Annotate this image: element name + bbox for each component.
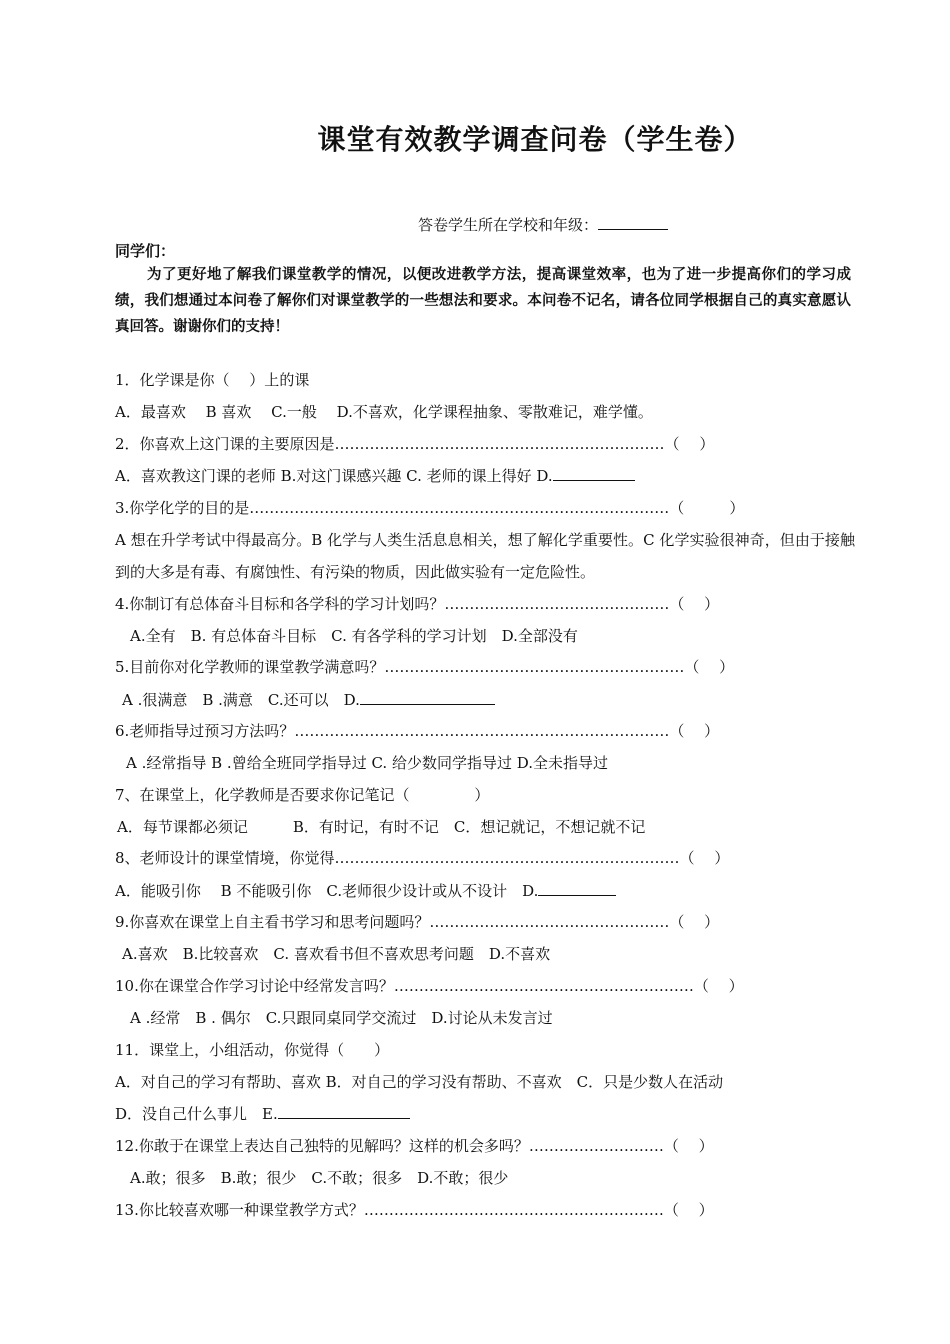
question-3-options: A 想在升学考试中得最高分。B 化学与人类生活息息相关，想了解化学重要性。C 化学实验很神奇，但由于接触到的大多是有毒、有腐蚀性、有污染的物质，因此做实验有一定危险性。 — [115, 531, 855, 581]
question-11-options-2 — [115, 1104, 410, 1124]
question-13: 13.你比较喜欢哪一种课堂教学方式？……………………………………………………（ ） — [115, 1201, 714, 1219]
question-8-options-text: A．能吸引你 B 不能吸引你 C.老师很少设计或从不设计 D. — [115, 882, 539, 900]
question-10: 10.你在课堂合作学习讨论中经常发言吗？……………………………………………………（ ） — [115, 977, 744, 995]
question-11-options: A．对自己的学习有帮助、喜欢 B．对自己的学习没有帮助、不喜欢 C．只是少数人在活动 — [115, 1073, 724, 1091]
question-2-options-text: A．喜欢教这门课的老师 B.对这门课感兴趣 C. 老师的课上得好 D. — [115, 467, 553, 485]
question-8-options — [115, 881, 616, 901]
question-9: 9.你喜欢在课堂上自主看书学习和思考问题吗？…………………………………………（ ） — [115, 913, 720, 931]
question-4: 4.你制订有总体奋斗目标和各学科的学习计划吗？………………………………………（ ） — [115, 595, 720, 613]
question-9-options: A.喜欢 B.比较喜欢 C. 喜欢看书但不喜欢思考问题 D.不喜欢 — [122, 945, 551, 963]
question-5-blank[interactable] — [360, 690, 495, 705]
question-6-options: A .经常指导 B .曾给全班同学指导过 C. 给少数同学指导过 D.全未指导过 — [126, 754, 608, 772]
page-title: 课堂有效教学调查问卷（学生卷） — [317, 123, 753, 156]
school-grade-label: 答卷学生所在学校和年级： — [418, 216, 599, 234]
question-2-blank[interactable] — [553, 466, 635, 481]
question-7-options: A．每节课都必须记 B．有时记，有时不记 C．想记就记，不想记就不记 — [117, 818, 646, 836]
question-8-blank[interactable] — [538, 881, 616, 896]
greeting: 同学们： — [115, 242, 176, 260]
question-12: 12.你敢于在课堂上表达自己独特的见解吗？这样的机会多吗？………………………（ ） — [115, 1137, 714, 1155]
question-8: 8、老师设计的课堂情境，你觉得……………………………………………………………（ ） — [115, 849, 730, 867]
question-1: 1．化学课是你（ ）上的课 — [115, 371, 310, 389]
question-11: 11．课堂上，小组活动，你觉得（ ） — [115, 1041, 390, 1059]
question-7: 7、在课堂上，化学教师是否要求你记笔记（ ） — [115, 786, 490, 804]
intro-paragraph: 为了更好地了解我们课堂教学的情况，以便改进教学方法，提高课堂效率，也为了进一步提高你们的学习成绩，我们想通过本问卷了解你们对课堂教学的一些想法和要求。本问卷不记名，请各位同学根据自己的真实意愿认真回答。谢谢你们的支持！ — [115, 267, 851, 335]
question-5-options-text: A .很满意 B .满意 C.还可以 D. — [122, 691, 360, 709]
question-1-options: A．最喜欢 B 喜欢 C.一般 D.不喜欢，化学课程抽象、零散难记，难学懂。 — [115, 403, 653, 421]
question-11-options-2-text: D．没自己什么事儿 E. — [115, 1105, 278, 1123]
question-12-options: A.敢；很多 B.敢；很少 C.不敢；很多 D.不敢；很少 — [130, 1169, 509, 1187]
question-3: 3.你学化学的目的是…………………………………………………………………………（ ） — [115, 499, 745, 517]
school-grade-line — [418, 214, 668, 235]
question-10-options: A .经常 B . 偶尔 C.只跟同桌同学交流过 D.讨论从未发言过 — [130, 1009, 553, 1027]
question-5: 5.目前你对化学教师的课堂教学满意吗？……………………………………………………（ ） — [115, 658, 735, 676]
question-5-options — [122, 690, 495, 710]
question-2-options — [115, 466, 635, 486]
question-6: 6.老师指导过预习方法吗？…………………………………………………………………（ ） — [115, 722, 720, 740]
question-2: 2．你喜欢上这门课的主要原因是…………………………………………………………（ ） — [115, 435, 715, 453]
question-11-blank[interactable] — [278, 1104, 410, 1119]
question-4-options: A.全有 B. 有总体奋斗目标 C. 有各学科的学习计划 D.全部没有 — [130, 627, 578, 645]
school-grade-blank[interactable] — [598, 215, 668, 230]
